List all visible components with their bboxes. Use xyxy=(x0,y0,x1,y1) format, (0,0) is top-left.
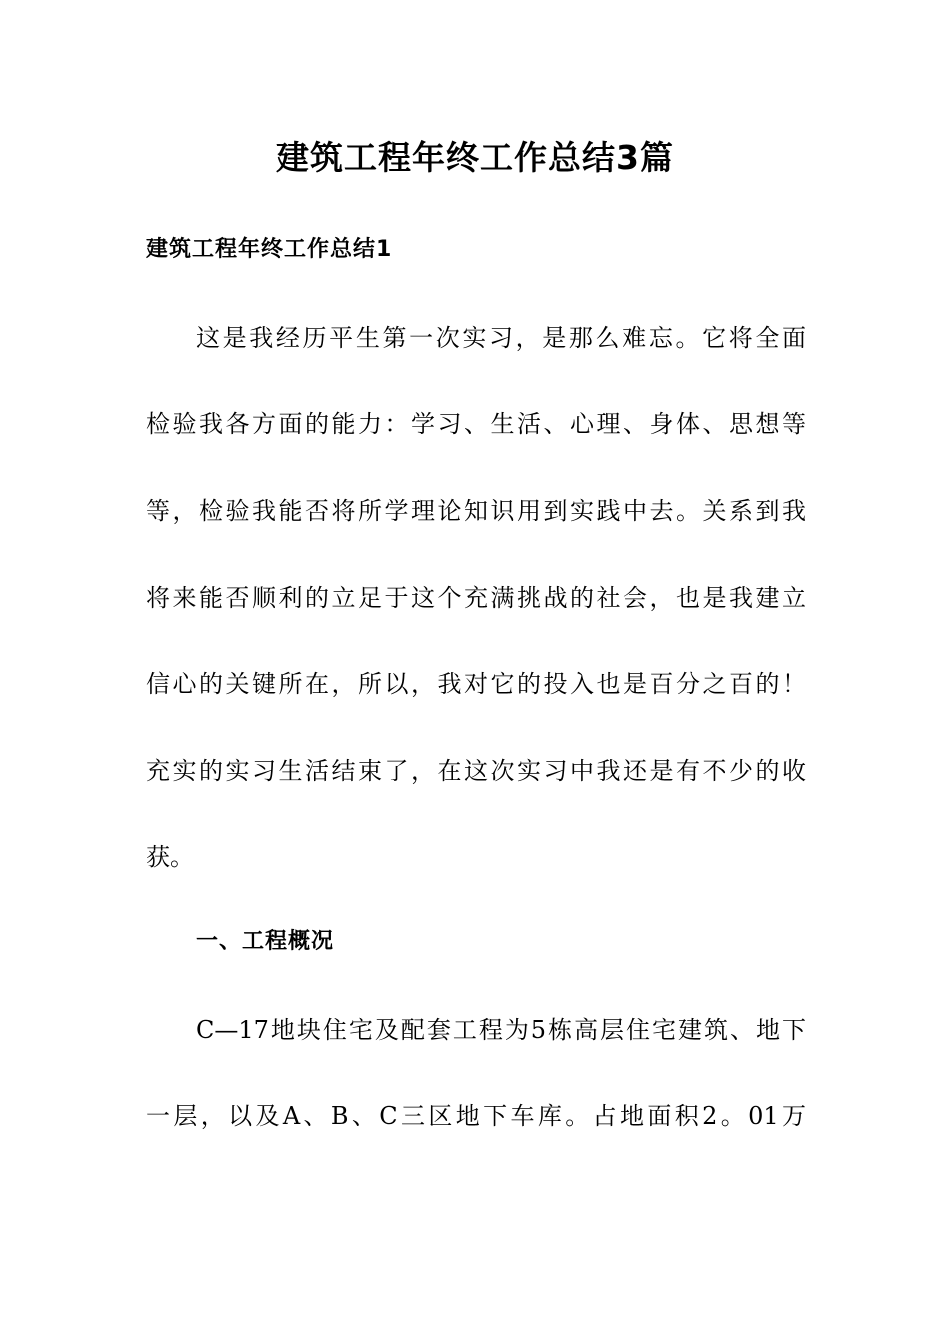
paragraph-line: 这是我经历平生第一次实习，是那么难忘。它将全面 xyxy=(196,324,806,352)
paragraph-line: 等，检验我能否将所学理论知识用到实践中去。关系到我 xyxy=(146,497,806,525)
paragraph-line: 充实的实习生活结束了，在这次实习中我还是有不少的收 xyxy=(146,757,806,785)
paragraph-line: 信心的关键所在，所以，我对它的投入也是百分之百的！ xyxy=(146,670,806,698)
section-heading: 建筑工程年终工作总结1 xyxy=(146,237,393,262)
document-title: 建筑工程年终工作总结3篇 xyxy=(276,138,674,177)
sub-heading: 一、工程概况 xyxy=(196,929,335,954)
paragraph-line: 一层，以及A、B、C三区地下车库。占地面积2。01万 xyxy=(146,1102,806,1130)
paragraph-line: 获。 xyxy=(146,843,194,871)
paragraph-line: 将来能否顺利的立足于这个充满挑战的社会，也是我建立 xyxy=(146,584,806,612)
paragraph-line: 检验我各方面的能力：学习、生活、心理、身体、思想等 xyxy=(146,410,806,438)
paragraph-line: C—17地块住宅及配套工程为5栋高层住宅建筑、地下 xyxy=(196,1016,806,1044)
